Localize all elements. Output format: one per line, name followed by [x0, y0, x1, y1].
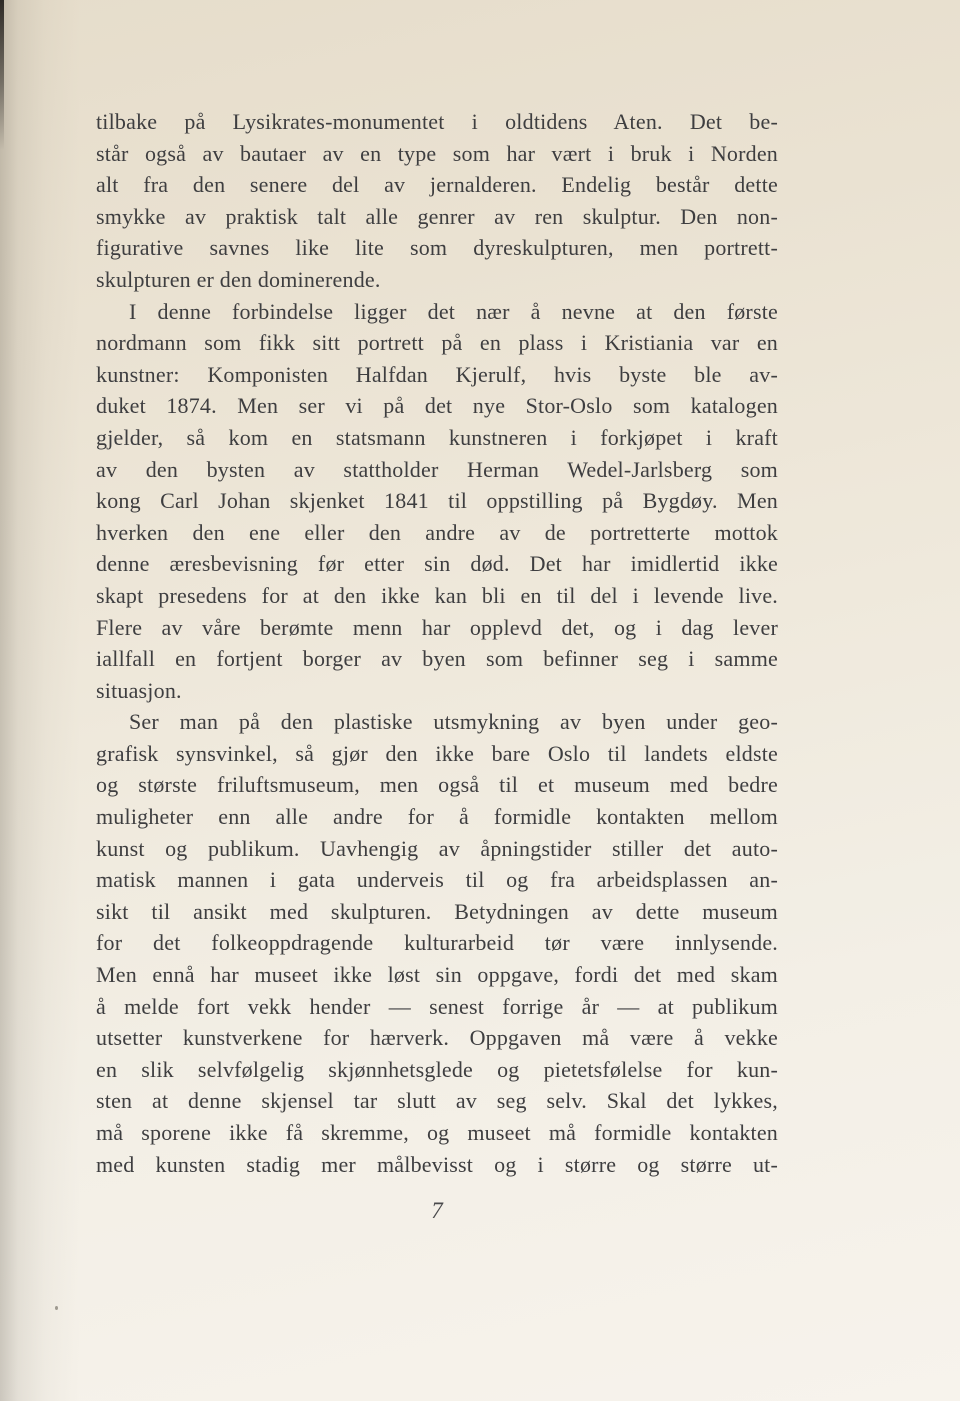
- text-line: grafisk synsvinkel, så gjør den ikke bare Oslo til landets eldste: [96, 740, 778, 766]
- text-line: hverken den ene eller den andre av de portretterte mottok: [96, 519, 778, 545]
- text-line: Men ennå har museet ikke løst sin oppgave, fordi det med skam: [96, 962, 778, 988]
- text-line: denne æresbevisning før etter sin død. Det har imidlertid ikke: [96, 551, 778, 577]
- text-line: tilbake på Lysikrates-monumentet i oldtidens Aten. Det be-: [96, 109, 778, 134]
- text-line: må sporene ikke få skremme, og museet må formidle kontakten: [96, 1120, 778, 1145]
- text-line: skapt presedens for at den ikke kan bli en til del i levende live.: [96, 582, 778, 608]
- text-line: muligheter enn alle andre for å formidle kontakten mellom: [96, 804, 778, 830]
- text-line: en slik selvfølgelig skjønnhetsglede og pietetsfølelse for kun-: [96, 1056, 778, 1082]
- text-line: figurative savnes like lite som dyreskulpturen, men portrett-: [96, 235, 778, 261]
- text-line: sten at denne skjensel tar slutt av seg selv. Skal det lykkes,: [96, 1088, 778, 1114]
- text-line: duket 1874. Men ser vi på det nye Stor-Oslo som katalogen: [96, 393, 778, 419]
- text-line: kong Carl Johan skjenket 1841 til oppstilling på Bygdøy. Men: [96, 488, 778, 514]
- text-line: I denne forbindelse ligger det nær å nevne at den første: [129, 298, 778, 324]
- text-line: står også av bautaer av en type som har vært i bruk i Norden: [96, 140, 778, 166]
- text-line: situasjon.: [96, 677, 182, 703]
- text-line: sikt til ansikt med skulpturen. Betydningen av dette museum: [96, 898, 778, 924]
- text-line: med kunsten stadig mer målbevisst og i større og større ut-: [96, 1151, 778, 1177]
- text-line: for det folkeoppdragende kulturarbeid tør være innlysende.: [96, 930, 778, 956]
- text-line: Flere av våre berømte menn har opplevd det, og i dag lever: [96, 614, 778, 640]
- text-line: smykke av praktisk talt alle genrer av ren skulptur. Den non-: [96, 203, 778, 229]
- text-line: nordmann som fikk sitt portrett på en plass i Kristiania var en: [96, 330, 778, 356]
- text-line: gjelder, så kom en statsmann kunstneren i forkjøpet i kraft: [96, 424, 778, 450]
- page-number: 7: [431, 1198, 443, 1223]
- text-line: av den bysten av stattholder Herman Wedel-Jarlsberg som: [96, 456, 778, 482]
- text-line: skulpturen er den dominerende.: [96, 266, 381, 292]
- page-left-edge-shadow: [0, 0, 4, 150]
- text-line: utsetter kunstverkene for hærverk. Oppgaven må være å vekke: [96, 1025, 778, 1051]
- text-block: [96, 106, 778, 1180]
- text-line: Ser man på den plastiske utsmykning av byen under geo-: [129, 709, 778, 735]
- text-line: og største friluftsmuseum, men også til et museum med bedre: [96, 772, 778, 798]
- text-line: matisk mannen i gata underveis til og fra arbeidsplassen an-: [96, 867, 778, 893]
- text-line: iallfall en fortjent borger av byen som befinner seg i samme: [96, 646, 778, 672]
- text-line: å melde fort vekk hender — senest forrige år — at publikum: [96, 993, 778, 1019]
- text-line: alt fra den senere del av jernalderen. Endelig består dette: [96, 172, 778, 198]
- paper-speck: [55, 1306, 58, 1310]
- text-line: kunstner: Komponisten Halfdan Kjerulf, hvis byste ble av-: [96, 361, 778, 387]
- text-line: kunst og publikum. Uavhengig av åpningstider stiller det auto-: [96, 835, 778, 861]
